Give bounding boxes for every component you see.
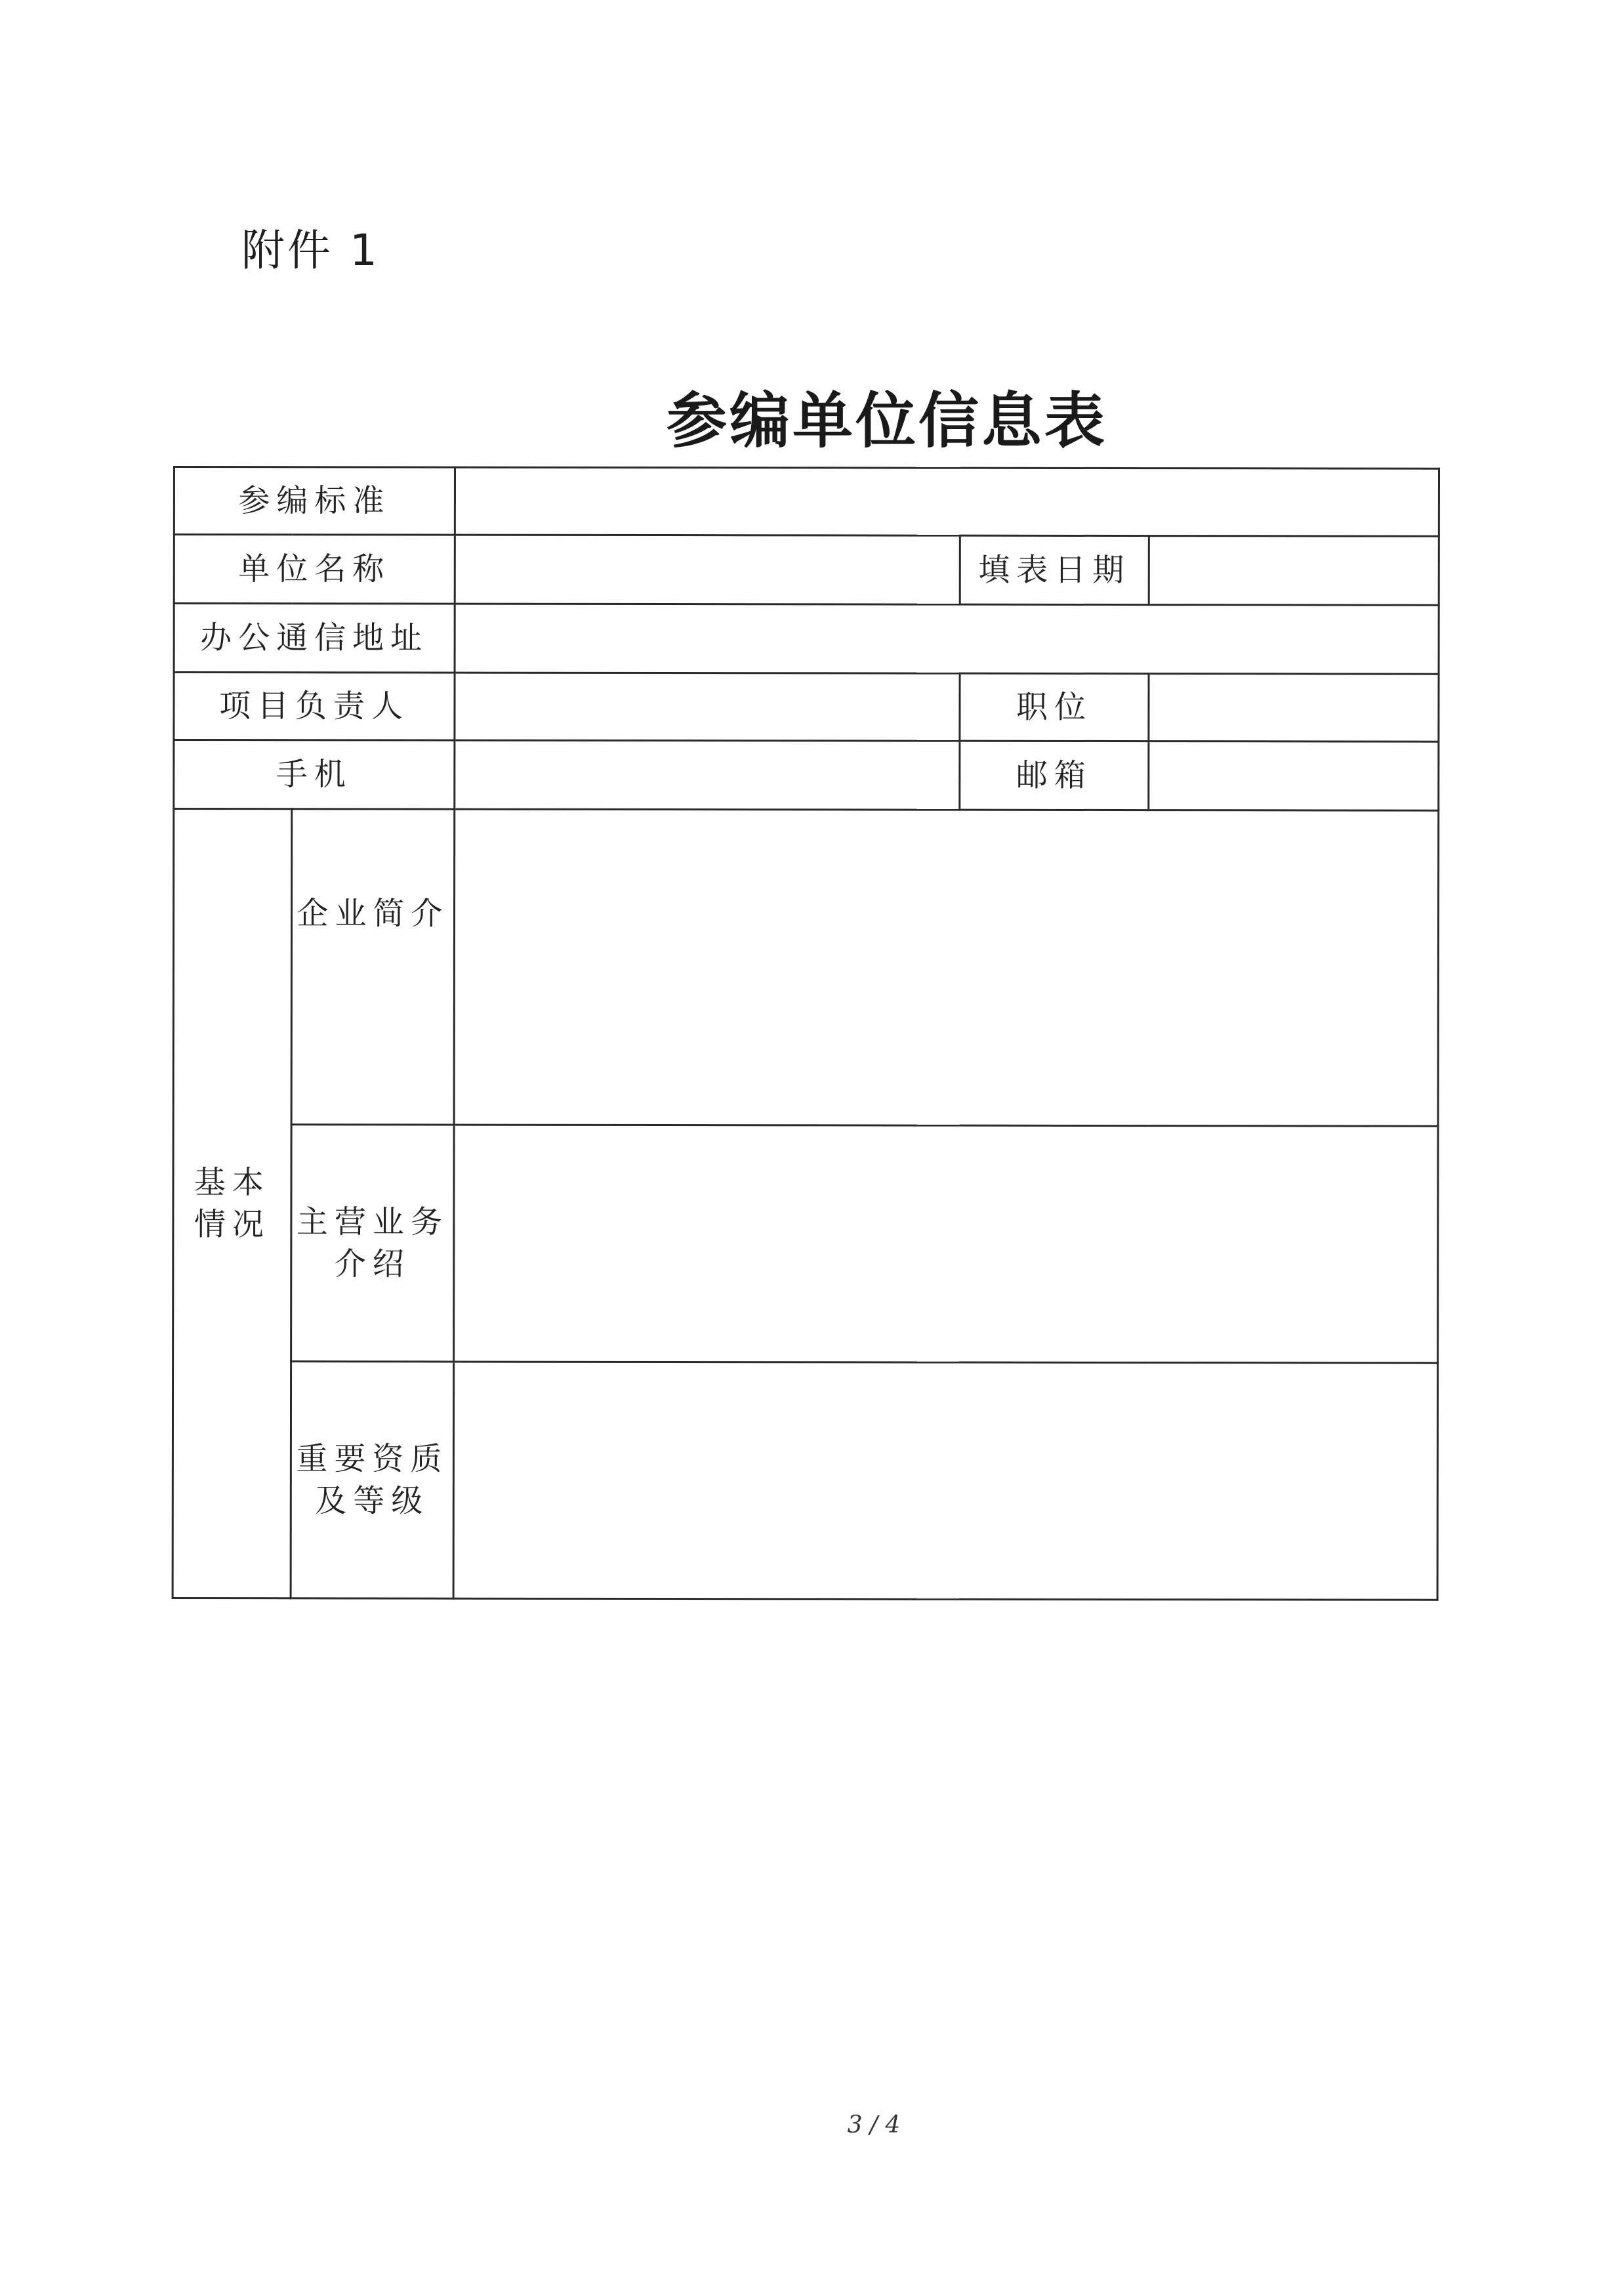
mobile-field[interactable] (455, 740, 960, 810)
project-lead-field[interactable] (455, 673, 960, 741)
form-row-standard (174, 467, 1439, 537)
qualification-label-line1: 重要资质 (296, 1440, 449, 1478)
main-business-label-line1: 主营业务 (296, 1203, 449, 1241)
unit-name-field[interactable] (455, 535, 960, 604)
qualification-field[interactable] (453, 1362, 1438, 1600)
main-business-field[interactable] (454, 1125, 1439, 1363)
email-field[interactable] (1149, 741, 1439, 811)
form-row-main-business (173, 1125, 1439, 1364)
unit-name-label: 单位名称 (174, 535, 455, 604)
qualification-label (291, 1362, 454, 1598)
company-intro-label: 企业简介 (291, 809, 455, 1125)
page-number: 3 / 4 (847, 2112, 901, 2139)
email-label: 邮箱 (960, 741, 1149, 810)
basic-info-label-line2: 情况 (194, 1206, 270, 1243)
form-row-unit-name (174, 535, 1439, 606)
standard-label: 参编标准 (174, 467, 455, 535)
standard-field[interactable] (455, 467, 1439, 536)
main-business-label (291, 1125, 455, 1362)
attachment-label: 附件 1 (241, 225, 380, 276)
form-row-mobile (174, 740, 1439, 811)
project-lead-label: 项目负责人 (174, 673, 455, 741)
company-intro-field[interactable] (454, 809, 1439, 1126)
fill-date-field[interactable] (1149, 536, 1439, 606)
page-title: 参编单位信息表 (666, 385, 1107, 456)
address-field[interactable] (455, 604, 1439, 674)
main-business-label-line2: 介绍 (334, 1245, 411, 1283)
form-row-company-intro (173, 809, 1439, 1127)
fill-date-label: 填表日期 (960, 535, 1149, 604)
basic-info-label (173, 809, 292, 1598)
position-label: 职位 (960, 673, 1149, 741)
basic-info-label-line1: 基本 (194, 1164, 271, 1201)
qualification-label-line2: 及等级 (315, 1482, 430, 1520)
form-row-address (174, 604, 1439, 675)
mobile-label: 手机 (174, 740, 455, 810)
position-field[interactable] (1149, 674, 1439, 742)
form-row-qualification (173, 1362, 1438, 1600)
unit-info-form (172, 466, 1440, 1601)
address-label: 办公通信地址 (174, 604, 455, 673)
form-row-project-lead (174, 673, 1439, 742)
